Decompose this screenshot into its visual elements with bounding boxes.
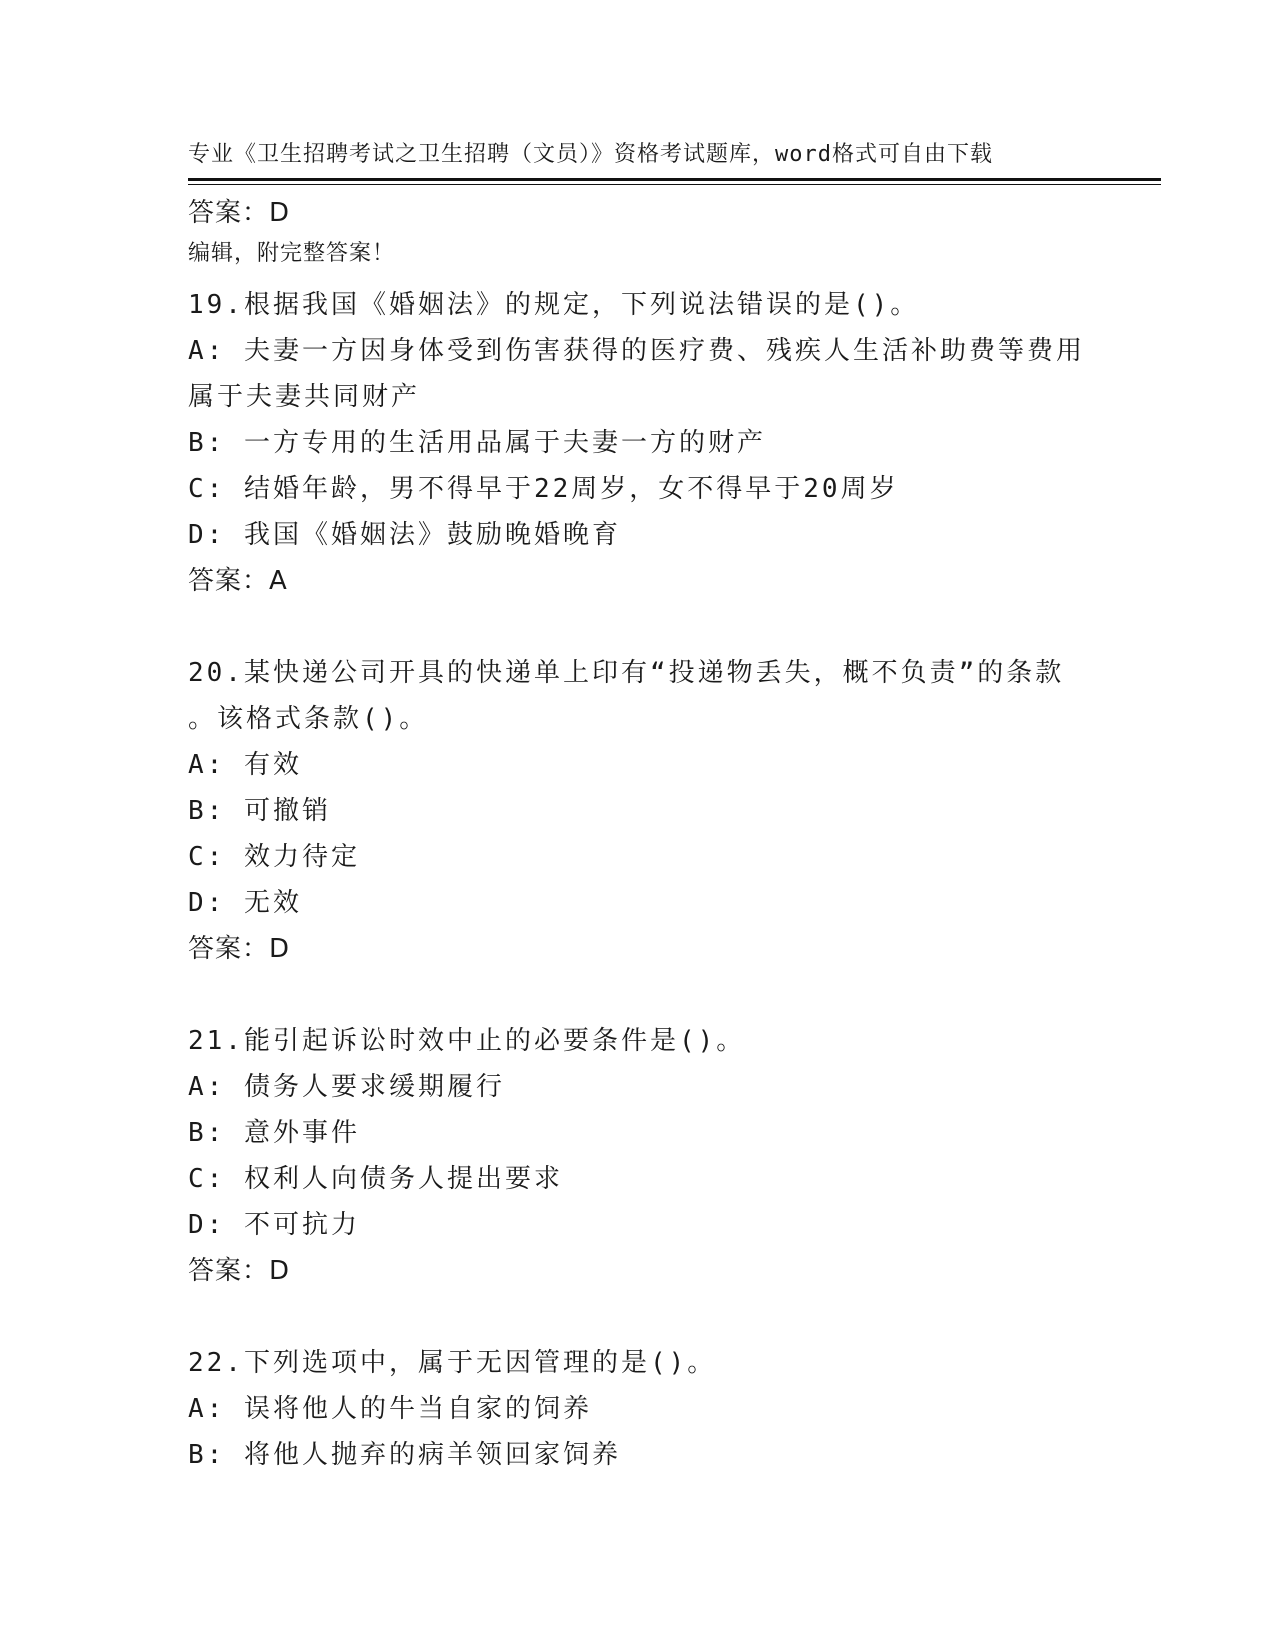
option-a-continued: 属于夫妻共同财产: [188, 382, 421, 412]
answer: 答案：A: [188, 566, 288, 596]
answer: 答案：D: [188, 1256, 291, 1286]
option-c: C: 效力待定: [188, 842, 360, 872]
header-rule-thick: [188, 178, 1161, 181]
question-text: 21.能引起诉讼时效中止的必要条件是()。: [188, 1026, 746, 1056]
question-22: [188, 1340, 1161, 1478]
option-c: C: 结婚年龄，男不得早于22周岁，女不得早于20周岁: [188, 474, 899, 504]
option-d: D: 无效: [188, 888, 302, 918]
option-d: D: 我国《婚姻法》鼓励晚婚晚育: [188, 520, 621, 550]
option-b: B: 一方专用的生活用品属于夫妻一方的财产: [188, 428, 766, 458]
document-body: [188, 190, 1161, 1478]
option-a: A: 误将他人的牛当自家的饲养: [188, 1394, 592, 1424]
header-rule-thin: [188, 184, 1161, 185]
option-d: D: 不可抗力: [188, 1210, 360, 1240]
answer-prev: 答案：D: [188, 198, 291, 228]
question-text: 19.根据我国《婚姻法》的规定，下列说法错误的是()。: [188, 290, 920, 320]
option-a: A: 有效: [188, 750, 302, 780]
question-19: [188, 282, 1161, 604]
option-b: B: 可撤销: [188, 796, 331, 826]
header-line-2: 编辑，附完整答案！: [188, 241, 396, 266]
option-a: A: 夫妻一方因身体受到伤害获得的医疗费、残疾人生活补助费等费用: [188, 336, 1085, 366]
question-20: [188, 650, 1161, 972]
question-text: 20.某快递公司开具的快递单上印有“投递物丢失，概不负责”的条款: [188, 658, 1065, 688]
header-line-1: 专业《卫生招聘考试之卫生招聘（文员）》资格考试题库，word格式可自由下载: [188, 142, 993, 167]
option-a: A: 债务人要求缓期履行: [188, 1072, 505, 1102]
answer: 答案：D: [188, 934, 291, 964]
option-b: B: 意外事件: [188, 1118, 360, 1148]
option-b: B: 将他人抛弃的病羊领回家饲养: [188, 1440, 621, 1470]
question-text: 22.下列选项中，属于无因管理的是()。: [188, 1348, 717, 1378]
question-21: [188, 1018, 1161, 1294]
question-text-continued: 。该格式条款()。: [188, 704, 429, 734]
option-c: C: 权利人向债务人提出要求: [188, 1164, 563, 1194]
